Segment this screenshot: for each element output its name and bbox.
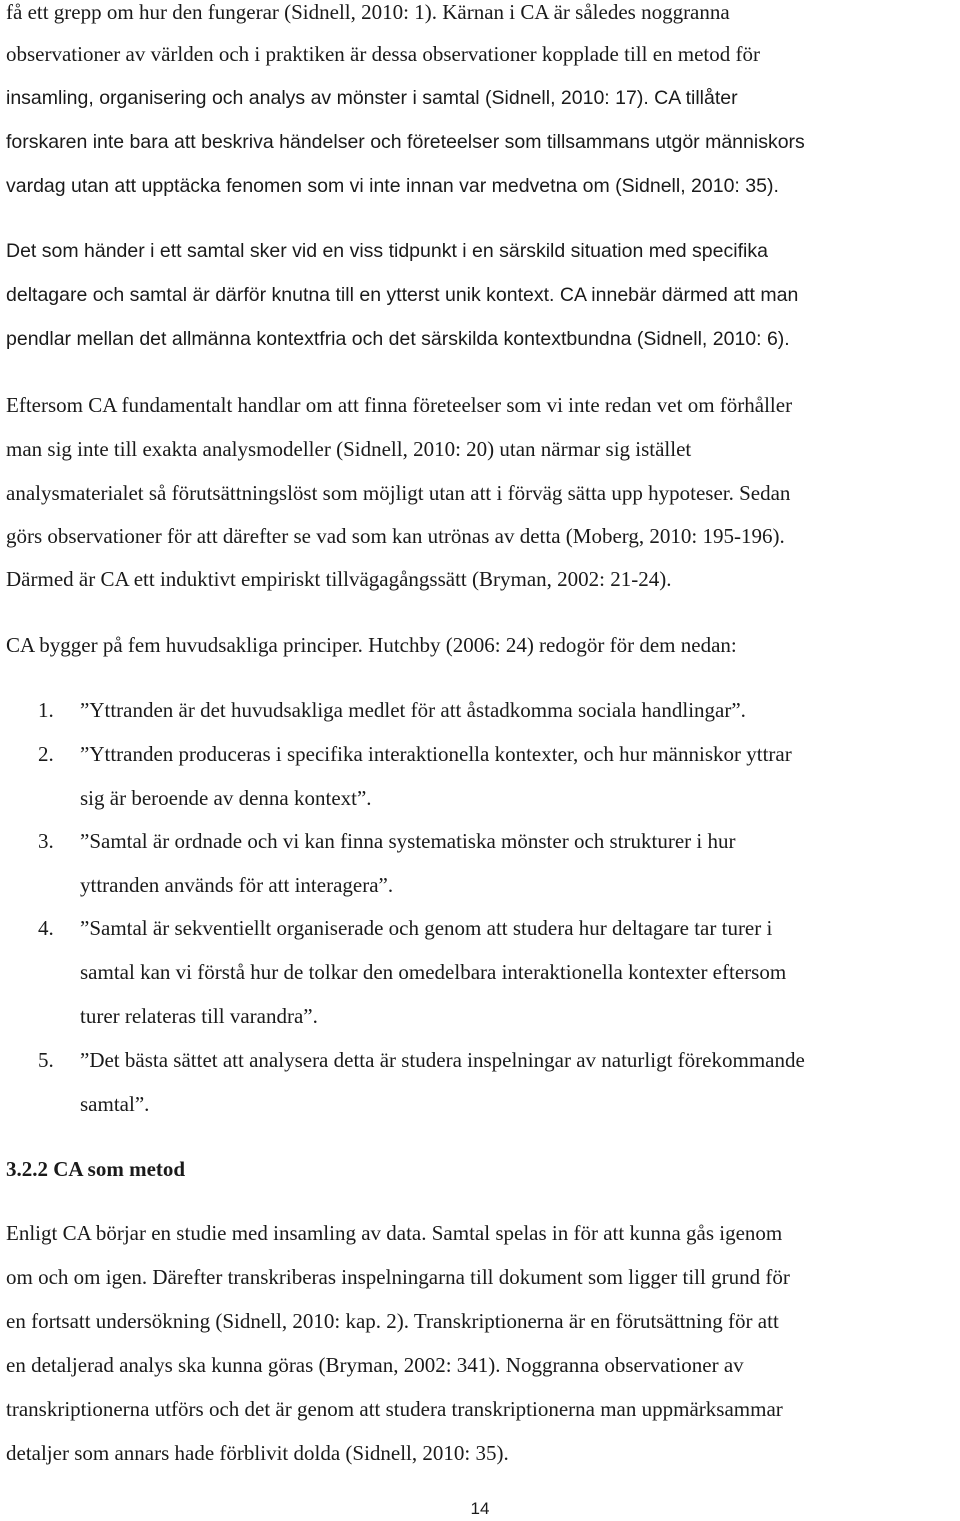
list-number: 5.	[38, 1048, 54, 1072]
list-number: 1.	[38, 698, 54, 722]
list-number: 3.	[38, 829, 54, 853]
list-item-line: ”Yttranden produceras i specifika interaktionella kontexter, och hur människor yttrar	[80, 742, 792, 766]
page-number: 14	[470, 1499, 490, 1518]
list-item-line: ”Yttranden är det huvudsakliga medlet för att åstadkomma sociala handlingar”.	[80, 698, 746, 722]
paragraph-line: Enligt CA börjar en studie med insamling av data. Samtal spelas in för att kunna gås igenom	[6, 1221, 783, 1245]
paragraph-line: få ett grepp om hur den fungerar (Sidnell, 2010: 1). Kärnan i CA är således noggranna	[6, 0, 730, 24]
paragraph-line: detaljer som annars hade förblivit dolda (Sidnell, 2010: 35).	[6, 1441, 509, 1465]
paragraph-line: görs observationer för att därefter se vad som kan utrönas av detta (Moberg, 2010: 195-196).	[6, 524, 785, 548]
paragraph-line: Det som händer i ett samtal sker vid en viss tidpunkt i en särskild situation med specifika	[6, 240, 768, 262]
paragraph-line: vardag utan att upptäcka fenomen som vi inte innan var medvetna om (Sidnell, 2010: 35).	[6, 175, 779, 197]
paragraph-line: en fortsatt undersökning (Sidnell, 2010: kap. 2). Transkriptionerna är en förutsättning för att	[6, 1309, 779, 1333]
list-item-line: ”Samtal är sekventiellt organiserade och genom att studera hur deltagare tar turer i	[80, 916, 773, 940]
paragraph-line: en detaljerad analys ska kunna göras (Bryman, 2002: 341). Noggranna observationer av	[6, 1353, 744, 1377]
paragraph-line: man sig inte till exakta analysmodeller (Sidnell, 2010: 20) utan närmar sig istället	[6, 437, 692, 461]
list-number: 2.	[38, 742, 54, 766]
paragraph-line: observationer av världen och i praktiken är dessa observationer kopplade till en metod för	[6, 42, 760, 66]
paragraph-line: pendlar mellan det allmänna kontextfria och det särskilda kontextbundna (Sidnell, 2010: 6).	[6, 328, 790, 350]
paragraph-line: om och om igen. Därefter transkriberas inspelningarna till dokument som ligger till grund för	[6, 1265, 790, 1289]
paragraph-line: deltagare och samtal är därför knutna till en ytterst unik kontext. CA innebär därmed att man	[6, 284, 799, 306]
paragraph-line: transkriptionerna utförs och det är genom att studera transkriptionerna man uppmärksammar	[6, 1397, 783, 1421]
list-item-line: ”Samtal är ordnade och vi kan finna systematiska mönster och strukturer i hur	[80, 829, 736, 853]
list-item-line: samtal kan vi förstå hur de tolkar den omedelbara interaktionella kontexter eftersom	[80, 960, 787, 984]
paragraph-line: Därmed är CA ett induktivt empiriskt tillvägagångssätt (Bryman, 2002: 21-24).	[6, 567, 672, 591]
paragraph-line: forskaren inte bara att beskriva händelser och företeelser som tillsammans utgör människors	[6, 131, 805, 153]
list-item-line: turer relateras till varandra”.	[80, 1004, 318, 1028]
list-item-line: samtal”.	[80, 1092, 150, 1116]
list-number: 4.	[38, 916, 54, 940]
list-item-line: ”Det bästa sättet att analysera detta är studera inspelningar av naturligt förekommande	[80, 1048, 805, 1072]
list-item-line: yttranden används för att interagera”.	[80, 873, 394, 897]
paragraph-line: Eftersom CA fundamentalt handlar om att finna företeelser som vi inte redan vet om förhåller	[6, 393, 793, 417]
paragraph-line: analysmaterialet så förutsättningslöst som möjligt utan att i förväg sätta upp hypoteser. Sedan	[6, 481, 791, 505]
paragraph-line: insamling, organisering och analys av mönster i samtal (Sidnell, 2010: 17). CA tillåter	[6, 87, 738, 109]
section-heading: 3.2.2 CA som metod	[6, 1157, 186, 1181]
paragraph-4: CA bygger på fem huvudsakliga principer. Hutchby (2006: 24) redogör för dem nedan:	[6, 633, 737, 657]
list-item-line: sig är beroende av denna kontext”.	[80, 786, 372, 810]
